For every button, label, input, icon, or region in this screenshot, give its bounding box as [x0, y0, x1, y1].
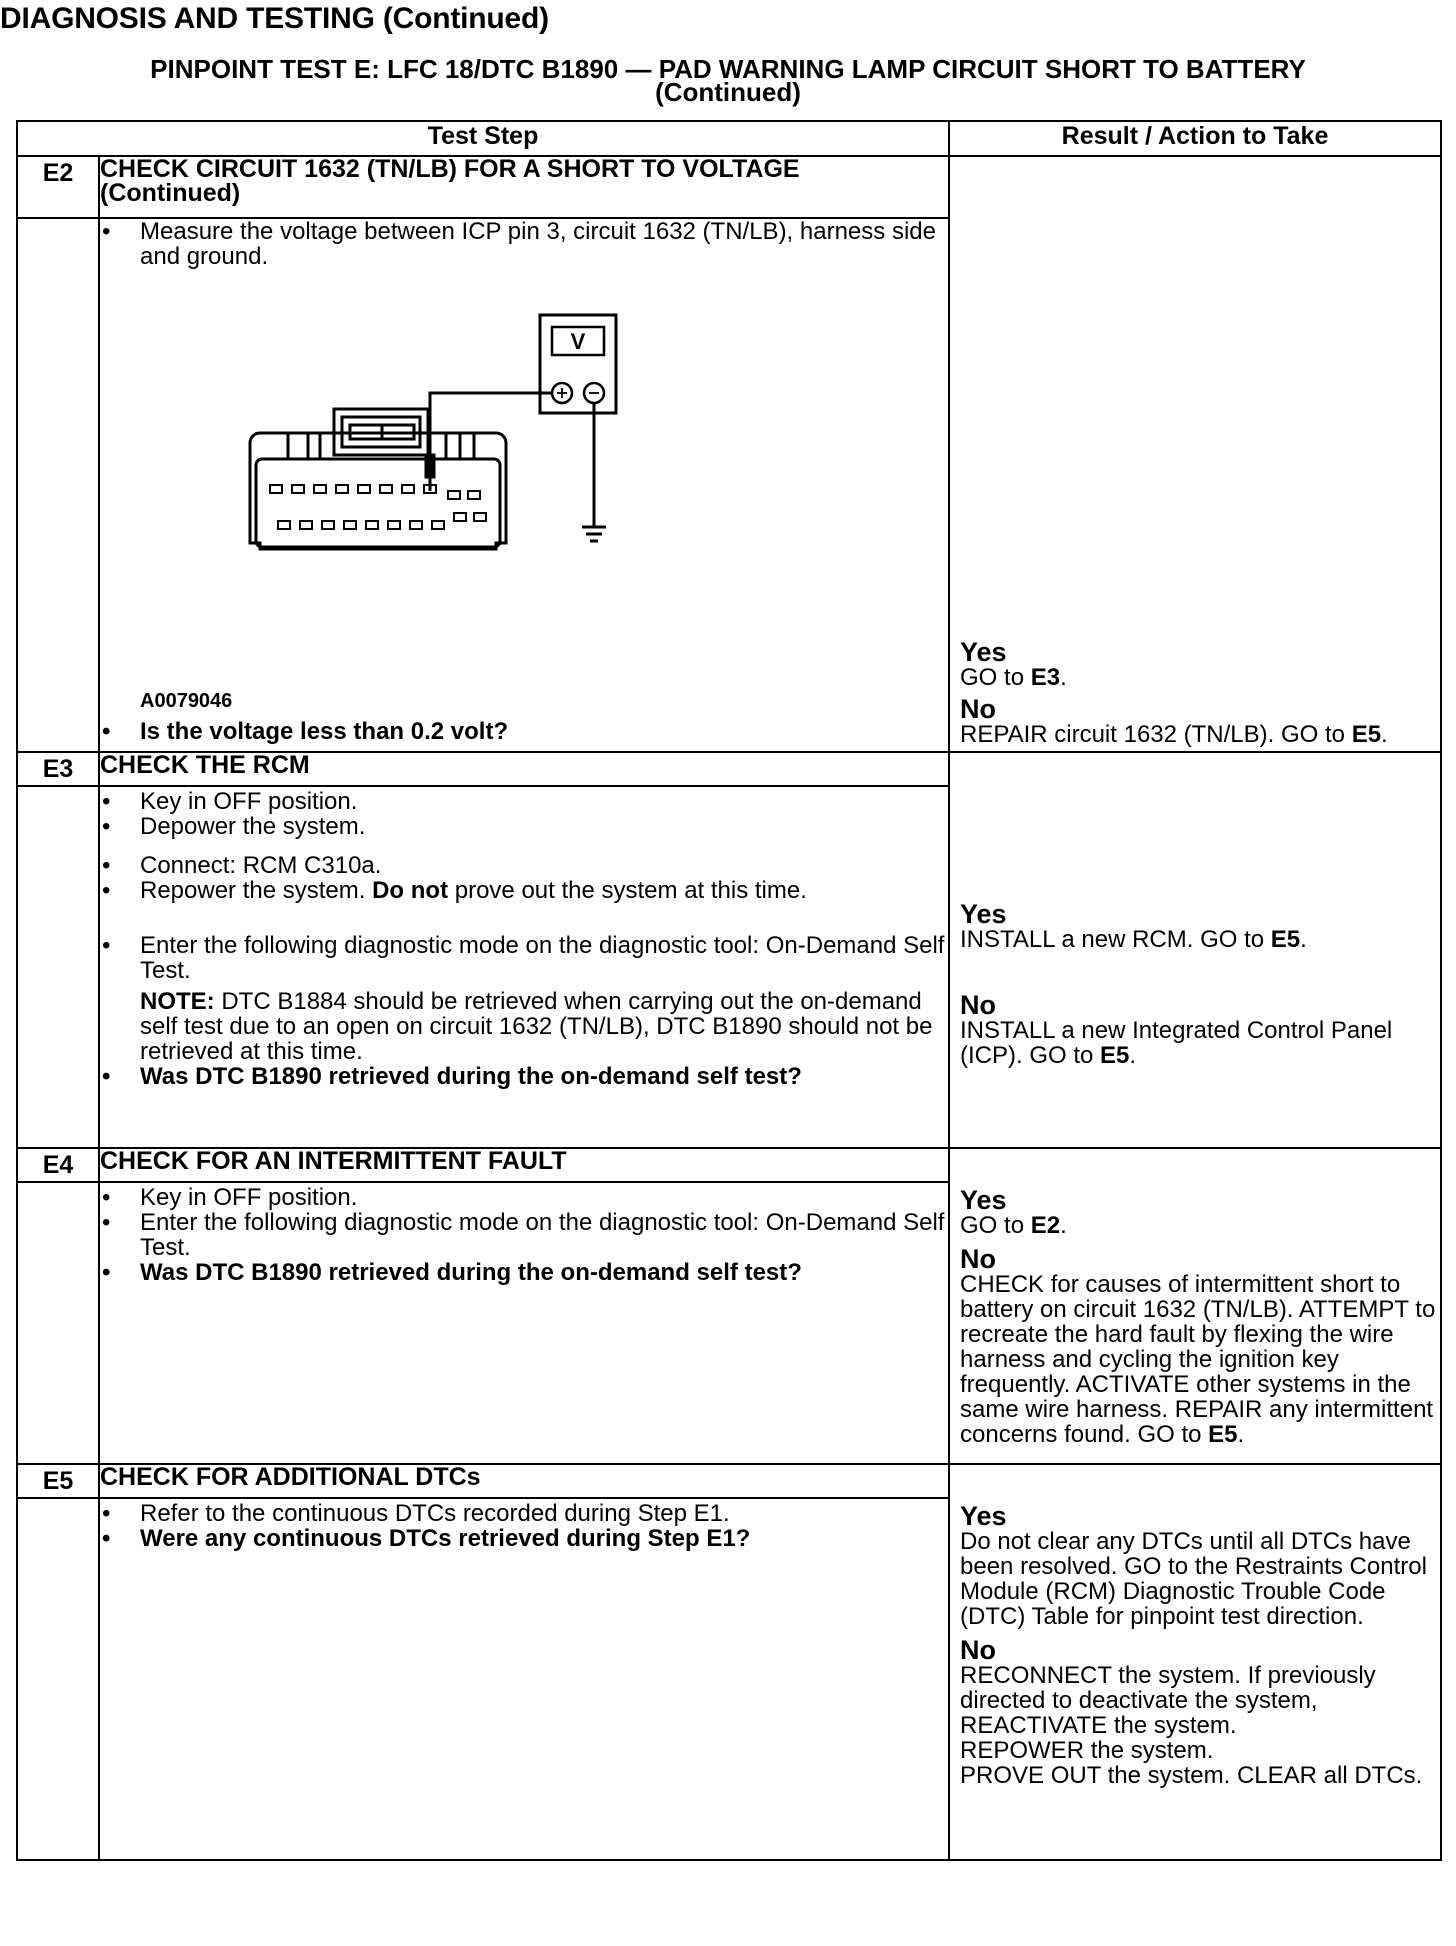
step-e3-title-row [17, 752, 1441, 786]
instruction-item: • Enter the following diagnostic mode on the diagnostic tool: On-Demand Self Test. [102, 1209, 945, 1261]
step-e5-title-row [17, 1464, 1441, 1498]
instruction-item: • Refer to the continuous DTCs recorded during Step E1. [102, 1500, 730, 1527]
result-block [960, 639, 1438, 747]
yes-action: Do not clear any DTCs until all DTCs have been resolved. GO to the Restraints Control Module (RCM) Diagnostic Trouble Code (DTC) Table for pinpoint test direction. [960, 1528, 1427, 1630]
instruction-item: • Measure the voltage between ICP pin 3, circuit 1632 (TN/LB), harness side and ground. [102, 218, 936, 270]
no-action: CHECK for causes of intermittent short to battery on circuit 1632 (TN/LB). ATTEMPT to recreate the hard fault by flexing the wire harness and cycling the ignition key frequently. ACTIVATE other systems in the same wire harness. REPAIR any intermittent concerns found. GO to E5. [960, 1271, 1436, 1448]
instruction-item: • Depower the system. [102, 813, 366, 840]
step-e2-result [949, 156, 1441, 752]
result-block [960, 901, 1438, 1068]
step-e3-result [949, 752, 1441, 1148]
instruction-item: • Connect: RCM C310a. [102, 852, 382, 879]
connector-voltage-figure [100, 269, 948, 712]
step-number: E4 [17, 1148, 99, 1182]
step-number: E5 [17, 1464, 99, 1498]
column-header-result: Result / Action to Take [949, 121, 1441, 156]
instruction-item: • Enter the following diagnostic mode on the diagnostic tool: On-Demand Self Test. [102, 932, 945, 984]
pinpoint-test-title: PINPOINT TEST E: LFC 18/DTC B1890 — PAD WARNING LAMP CIRCUIT SHORT TO BATTERY [150, 54, 1306, 84]
step-title: CHECK THE RCM [99, 752, 949, 786]
result-block [960, 1187, 1438, 1447]
step-number-blank [17, 218, 99, 752]
yes-action: GO to E2. [960, 1212, 1067, 1239]
no-label: No [960, 694, 997, 724]
yes-action: INSTALL a new RCM. GO to E5. [960, 926, 1307, 953]
step-question: • Is the voltage less than 0.2 volt? [102, 718, 509, 745]
step-e4-instructions [99, 1182, 949, 1464]
pinpoint-test-table [16, 120, 1442, 1861]
step-note: NOTE: DTC B1884 should be retrieved when carrying out the on-demand self test due to an open on circuit 1632 (TN/LB), DTC B1890 should not be retrieved at this time. [140, 988, 933, 1065]
yes-label: Yes [960, 637, 1007, 667]
step-number-blank [17, 786, 99, 1148]
meter-label: V [570, 329, 586, 354]
instruction-item: • Repower the system. Do not prove out the system at this time. [102, 877, 807, 904]
step-number-blank [17, 1498, 99, 1860]
step-number: E3 [17, 752, 99, 786]
yes-label: Yes [960, 899, 1007, 929]
step-title [99, 156, 949, 218]
step-number-blank [17, 1182, 99, 1464]
column-header-test-step: Test Step [17, 121, 949, 156]
step-e5-instructions [99, 1498, 949, 1860]
no-action: REPAIR circuit 1632 (TN/LB). GO to E5. [960, 721, 1388, 748]
yes-label: Yes [960, 1185, 1007, 1215]
step-title-line: (Continued) [100, 179, 241, 207]
step-e4-title-row [17, 1148, 1441, 1182]
step-title: CHECK FOR ADDITIONAL DTCs [99, 1464, 949, 1498]
no-label: No [960, 990, 997, 1020]
step-question: • Was DTC B1890 retrieved during the on-demand self test? [102, 1259, 802, 1286]
yes-action: GO to E3. [960, 664, 1067, 691]
figure-id: A0079046 [140, 690, 233, 712]
step-e2-instructions [99, 218, 949, 752]
step-question: • Was DTC B1890 retrieved during the on-demand self test? [102, 1063, 802, 1090]
step-e5-result [949, 1464, 1441, 1860]
no-action: RECONNECT the system. If previously directed to deactivate the system, REACTIVATE the system. REPOWER the system. PROVE OUT the system. CLEAR all DTCs. [960, 1662, 1423, 1789]
page-title: DIAGNOSIS AND TESTING (Continued) [0, 2, 549, 35]
step-e4-result [949, 1148, 1441, 1464]
no-label: No [960, 1635, 997, 1665]
instruction-item: • Key in OFF position. [102, 788, 358, 815]
table-header-row [17, 121, 1441, 156]
no-label: No [960, 1244, 997, 1274]
step-title-line: CHECK CIRCUIT 1632 (TN/LB) FOR A SHORT TO VOLTAGE [100, 155, 800, 183]
step-question: • Were any continuous DTCs retrieved during Step E1? [102, 1525, 751, 1552]
step-e2-title-row [17, 156, 1441, 218]
result-block [960, 1503, 1438, 1788]
step-title: CHECK FOR AN INTERMITTENT FAULT [99, 1148, 949, 1182]
pinpoint-test-continued: (Continued) [655, 77, 801, 107]
no-action: INSTALL a new Integrated Control Panel (ICP). GO to E5. [960, 1017, 1393, 1069]
step-e3-instructions [99, 786, 949, 1148]
instruction-item: • Key in OFF position. [102, 1184, 358, 1211]
wiring-diagram [160, 269, 720, 689]
yes-label: Yes [960, 1501, 1007, 1531]
step-number: E2 [17, 156, 99, 218]
